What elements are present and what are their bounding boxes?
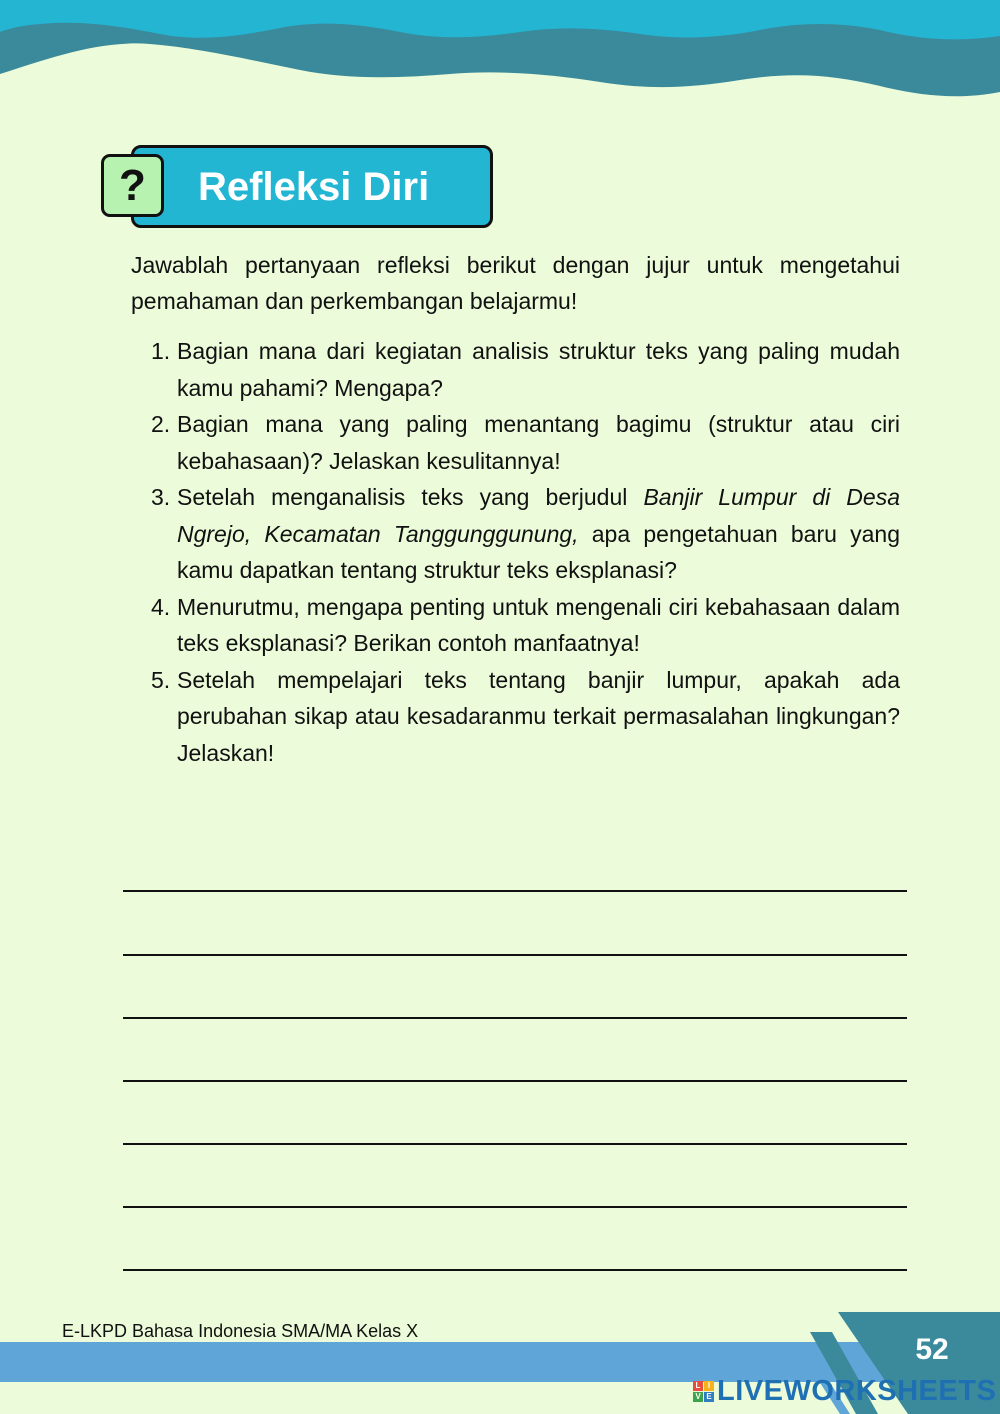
question-number: 2. [151,411,171,437]
page-number: 52 [915,1333,949,1366]
question-item [131,662,900,772]
question-text: Bagian mana yang paling menantang bagimu (struktur atau ciri kebahasaan)? Jelaskan kesulitannya! [177,411,900,474]
question-item [131,333,900,406]
logo-letter: V [693,1392,703,1402]
liveworksheets-brand: LIVEWORKSHEETS [717,1375,997,1407]
question-text: Menurutmu, mengapa penting untuk mengenali ciri kebahasaan dalam teks eksplanasi? Berikan contoh manfaatnya! [177,593,900,656]
liveworksheets-watermark [693,1374,996,1408]
footer-book-title: E-LKPD Bahasa Indonesia SMA/MA Kelas X [62,1321,419,1341]
logo-letter: L [693,1381,703,1391]
question-text: Bagian mana dari kegiatan analisis struktur teks yang paling mudah kamu pahami? Mengapa? [177,338,900,401]
question-number: 3. [151,484,171,510]
logo-letter: I [704,1381,714,1391]
question-item [131,406,900,479]
question-text: Setelah mempelajari teks tentang banjir lumpur, apakah ada perubahan sikap atau kesadaranmu terkait permasalahan lingkungan? Jelaskan! [177,666,900,766]
article-title: Banjir Lumpur di Desa Ngrejo, Kecamatan Tanggunggunung, [177,484,900,547]
answer-line[interactable] [123,1206,907,1208]
answer-line[interactable] [123,1017,907,1019]
answer-line[interactable] [123,890,907,892]
intro-text: Jawablah pertanyaan refleksi berikut dengan jujur untuk mengetahui pemahaman dan perkembangan belajarmu! [131,252,900,314]
answer-line[interactable] [123,1143,907,1145]
question-text-end: apa pengetahuan baru yang kamu dapatkan tentang struktur teks eksplanasi? [177,520,901,583]
answer-line[interactable] [123,1269,907,1271]
liveworksheets-logo-icon [693,1381,714,1402]
section-title: Refleksi Diri [198,165,430,209]
logo-letter: E [704,1392,714,1402]
question-text-start: Setelah menganalisis teks yang berjudul [177,484,628,510]
question-number: 5. [151,666,171,693]
top-wave-decoration [0,0,1000,110]
question-item [131,589,900,662]
answer-line[interactable] [123,954,907,956]
question-number: 1. [151,338,171,364]
answer-line[interactable] [123,1080,907,1082]
question-number: 4. [151,593,171,620]
question-list [131,333,900,771]
question-item [131,479,900,589]
question-mark-icon: ? [101,154,164,217]
